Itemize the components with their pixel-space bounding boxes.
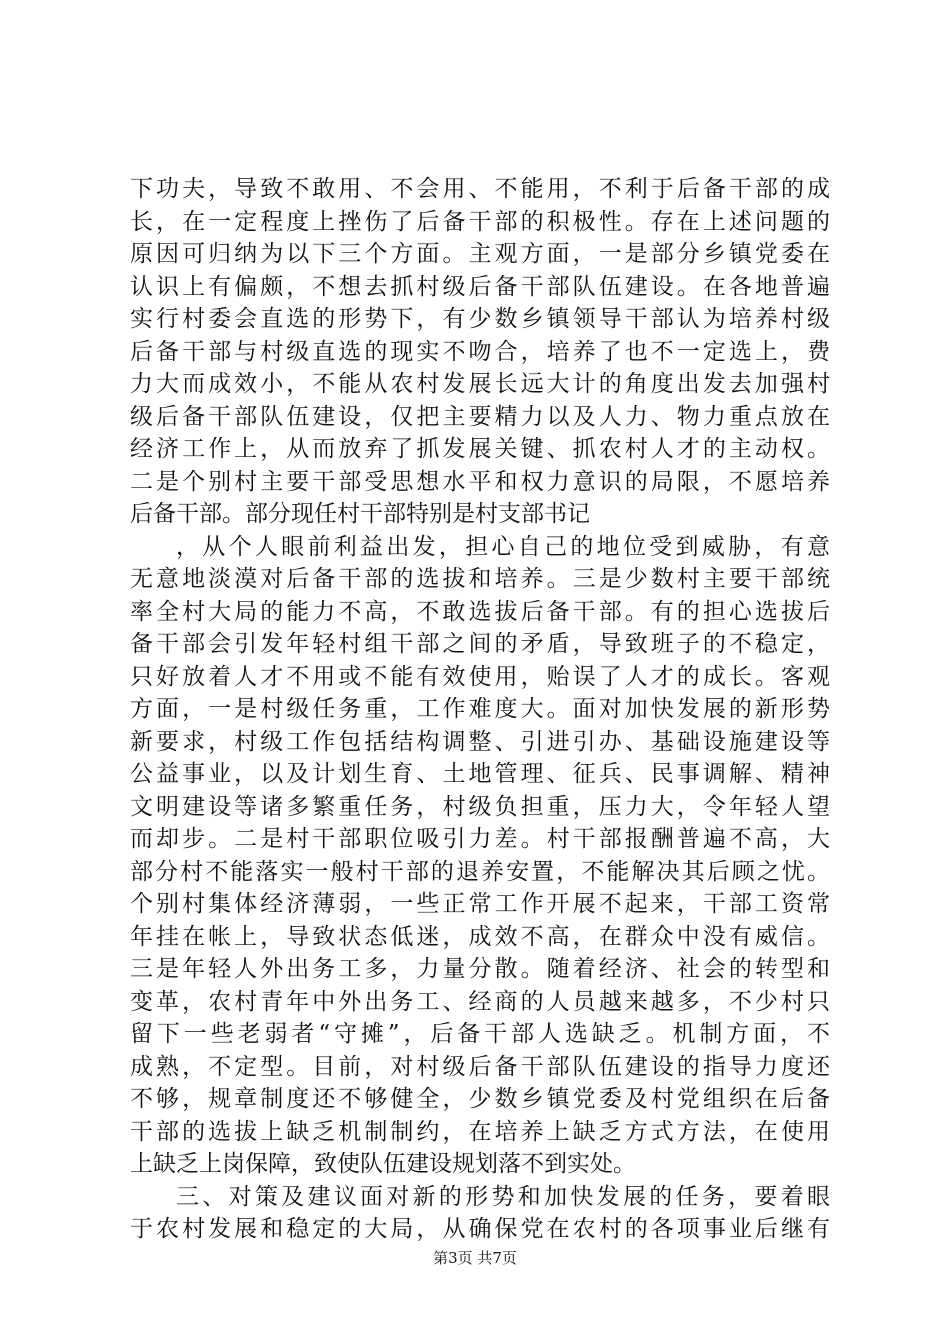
text-line: 级后备干部队伍建设，仅把主要精力以及人力、物力重点放在 <box>130 403 830 430</box>
text-line: 力大而成效小，不能从农村发展长远大计的角度出发去加强村 <box>130 371 830 397</box>
text-line: 后备干部与村级直选的现实不吻合，培养了也不一定选上，费 <box>130 338 830 365</box>
text-line: 三、对策及建议面对新的形势和加快发展的任务，要着眼 <box>176 1183 830 1210</box>
text-line: 只好放着人才不用或不能有效使用，贻误了人才的成长。客观 <box>130 663 830 690</box>
page-number-footer: 第3页 共7页 <box>433 1249 517 1267</box>
text-line: 留下一些老弱者“守摊”，后备干部人选缺乏。机制方面，不 <box>130 1021 830 1047</box>
text-line: 实行村委会直选的形势下，有少数乡镇领导干部认为培养村级 <box>130 306 830 332</box>
text-line: 变革，农村青年中外出务工、经商的人员越来越多，不少村只 <box>130 988 830 1015</box>
text-line: 于农村发展和稳定的大局，从确保党在农村的各项事业后继有 <box>130 1216 830 1242</box>
text-line: 公益事业，以及计划生育、土地管理、征兵、民事调解、精神 <box>130 761 830 787</box>
text-line: 率全村大局的能力不高，不敢选拔后备干部。有的担心选拔后 <box>130 598 830 625</box>
text-line: 年挂在帐上，导致状态低迷，成效不高，在群众中没有威信。 <box>130 923 830 950</box>
text-line: 文明建设等诸多繁重任务，村级负担重，压力大，令年轻人望 <box>130 793 830 820</box>
text-line: 而却步。二是村干部职位吸引力差。村干部报酬普遍不高，大 <box>130 826 830 852</box>
text-line: 不够，规章制度还不够健全，少数乡镇党委及村党组织在后备 <box>130 1086 830 1112</box>
text-line: 干部的选拔上缺乏机制制约，在培养上缺乏方式方法，在使用 <box>130 1118 830 1145</box>
text-line: 二是个别村主要干部受思想水平和权力意识的局限，不愿培养 <box>130 468 830 495</box>
text-line: ，从个人眼前利益出发，担心自己的地位受到威胁，有意 <box>176 533 830 560</box>
text-line: 后备干部。部分现任村干部特别是村支部书记 <box>130 501 590 527</box>
text-line: 无意地淡漠对后备干部的选拔和培养。三是少数村主要干部统 <box>130 566 830 592</box>
text-line: 原因可归纳为以下三个方面。主观方面，一是部分乡镇党委在 <box>130 241 830 267</box>
text-line: 成熟，不定型。目前，对村级后备干部队伍建设的指导力度还 <box>130 1053 830 1080</box>
text-line: 经济工作上，从而放弃了抓发展关键、抓农村人才的主动权。 <box>130 436 830 462</box>
text-line: 下功夫，导致不敢用、不会用、不能用，不利于后备干部的成 <box>130 176 830 202</box>
text-line: 认识上有偏颇，不想去抓村级后备干部队伍建设。在各地普遍 <box>130 273 830 300</box>
text-line: 上缺乏上岗保障，致使队伍建设规划落不到实处。 <box>130 1151 636 1177</box>
text-line: 长，在一定程度上挫伤了后备干部的积极性。存在上述问题的 <box>130 208 830 235</box>
text-line: 方面，一是村级任务重，工作难度大。面对加快发展的新形势 <box>130 696 830 722</box>
document-body <box>130 173 830 1246</box>
text-line: 三是年轻人外出务工多，力量分散。随着经济、社会的转型和 <box>130 956 830 982</box>
text-line: 新要求，村级工作包括结构调整、引进引办、基础设施建设等 <box>130 728 830 755</box>
text-line: 部分村不能落实一般村干部的退养安置，不能解决其后顾之忧。 <box>130 858 830 885</box>
text-line: 个别村集体经济薄弱，一些正常工作开展不起来，干部工资常 <box>130 891 830 917</box>
text-line: 备干部会引发年轻村组干部之间的矛盾，导致班子的不稳定， <box>130 631 830 657</box>
